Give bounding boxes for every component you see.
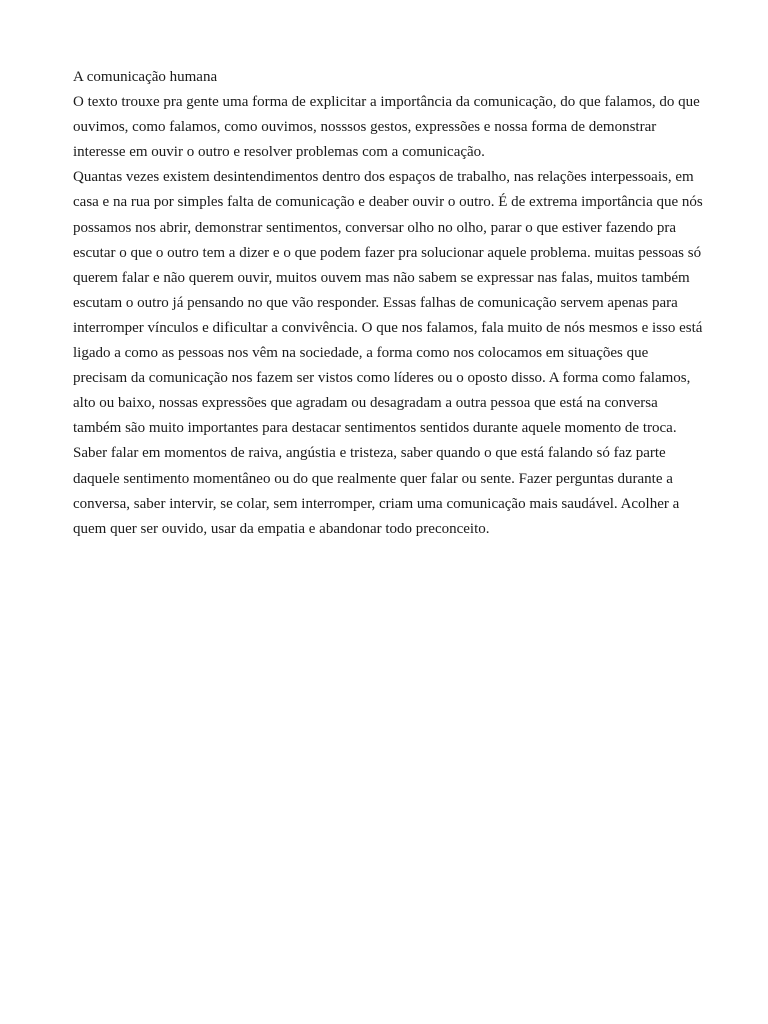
paragraph-intro: O texto trouxe pra gente uma forma de explicitar a importância da comunicação, do que falamos, do que ouvimos, como falamos, como ouvimos, nosssos gestos, expressões e nossa forma de demonstrar interesse em ouvir o outro e resolver problemas com a comunicação. [73,94,700,161]
paragraph-main: Quantas vezes existem desintendimentos dentro dos espaços de trabalho, nas relações interpessoais, em casa e na rua por simples falta de comunicação e deaber ouvir o outro. É de extrema importância que nós possamos nos abrir, demonstrar sentimentos, conversar olho no olho, parar o que estiver fazendo pra escutar o que o outro tem a dizer e o que podem fazer pra solucionar aquele problema. muitas pessoas só querem falar e não querem ouvir, muitos ouvem mas não sabem se expressar nas falas, muitos também escutam o outro já pensando no que vão responder. Essas falhas de comunicação servem apenas para interromper vínculos e dificultar a convivência. O que nos falamos, fala muito de nós mesmos e isso está ligado a como as pessoas nos vêm na sociedade, a forma como nos colocamos em situações que precisam da comunicação nos fazem ser vistos como líderes ou o oposto disso. A forma como falamos, alto ou baixo, nossas expressões que agradam ou desagradam a outra pessoa que está na conversa também são muito importantes para destacar sentimentos sentidos durante aquele momento de troca. Saber falar em momentos de raiva, angústia e tristeza, saber quando o que está falando só faz parte daquele sentimento momentâneo ou do que realmente quer falar ou sente. Fazer perguntas durante a conversa, saber intervir, se colar, sem interromper, criam uma comunicação mais saudável. Acolher a quem quer ser ouvido, usar da empatia e abandonar todo preconceito. [73,169,703,537]
document-title: A comunicação humana [73,69,218,85]
document-body [73,65,703,542]
